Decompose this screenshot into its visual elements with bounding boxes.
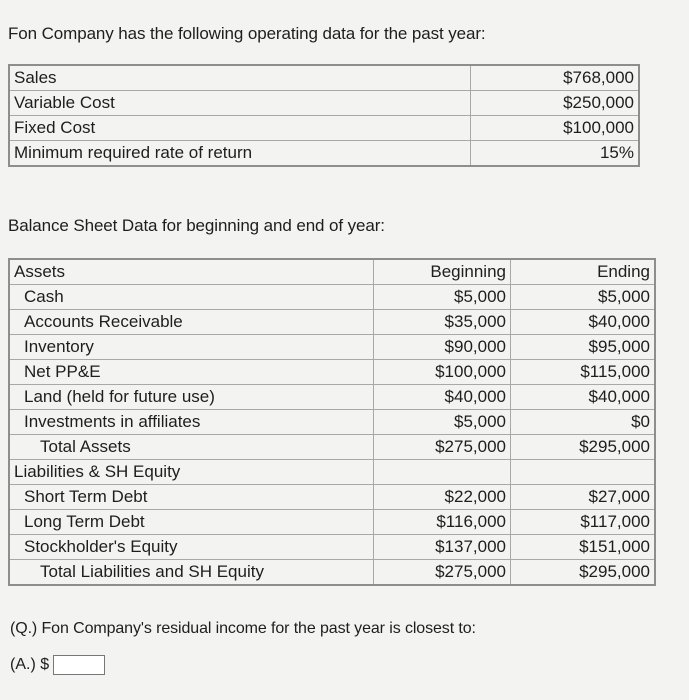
balance-row (9, 410, 655, 435)
asset-beginning: $40,000 (374, 385, 511, 410)
empty-cell (511, 460, 656, 485)
balance-row (9, 560, 655, 586)
asset-label: Accounts Receivable (9, 310, 374, 335)
operating-row (9, 91, 639, 116)
operating-label: Sales (9, 65, 471, 91)
liability-beginning: $116,000 (374, 510, 511, 535)
asset-label: Net PP&E (9, 360, 374, 385)
operating-row (9, 116, 639, 141)
operating-value: 15% (471, 141, 640, 167)
liability-beginning: $137,000 (374, 535, 511, 560)
asset-ending: $0 (511, 410, 656, 435)
liability-ending: $27,000 (511, 485, 656, 510)
total-assets-label: Total Assets (9, 435, 374, 460)
asset-ending: $40,000 (511, 385, 656, 410)
total-liabilities-ending: $295,000 (511, 560, 656, 586)
liability-label: Short Term Debt (9, 485, 374, 510)
operating-value: $250,000 (471, 91, 640, 116)
total-liabilities-beginning: $275,000 (374, 560, 511, 586)
liability-ending: $151,000 (511, 535, 656, 560)
balance-row (9, 259, 655, 285)
asset-label: Inventory (9, 335, 374, 360)
question-text: (Q.) Fon Company's residual income for the past year is closest to: (10, 620, 476, 637)
balance-row (9, 510, 655, 535)
answer-row (10, 655, 105, 675)
balance-row (9, 385, 655, 410)
liabilities-header: Liabilities & SH Equity (9, 460, 374, 485)
balance-row (9, 535, 655, 560)
asset-label: Investments in affiliates (9, 410, 374, 435)
operating-row (9, 141, 639, 167)
asset-beginning: $100,000 (374, 360, 511, 385)
asset-label: Cash (9, 285, 374, 310)
asset-beginning: $35,000 (374, 310, 511, 335)
liability-beginning: $22,000 (374, 485, 511, 510)
answer-label: (A.) $ (10, 656, 50, 674)
balance-row (9, 360, 655, 385)
liability-label: Long Term Debt (9, 510, 374, 535)
asset-beginning: $5,000 (374, 410, 511, 435)
assets-header: Assets (9, 259, 374, 285)
total-assets-beginning: $275,000 (374, 435, 511, 460)
operating-label: Variable Cost (9, 91, 471, 116)
asset-ending: $115,000 (511, 360, 656, 385)
balance-row (9, 335, 655, 360)
asset-beginning: $90,000 (374, 335, 511, 360)
operating-data-table (8, 64, 640, 167)
total-assets-ending: $295,000 (511, 435, 656, 460)
asset-ending: $5,000 (511, 285, 656, 310)
total-liabilities-label: Total Liabilities and SH Equity (9, 560, 374, 586)
balance-row (9, 310, 655, 335)
beginning-header: Beginning (374, 259, 511, 285)
asset-ending: $40,000 (511, 310, 656, 335)
intro-text: Fon Company has the following operating data for the past year: (8, 24, 486, 43)
operating-value: $100,000 (471, 116, 640, 141)
liability-ending: $117,000 (511, 510, 656, 535)
balance-row (9, 285, 655, 310)
operating-label: Fixed Cost (9, 116, 471, 141)
asset-ending: $95,000 (511, 335, 656, 360)
balance-row (9, 460, 655, 485)
operating-label: Minimum required rate of return (9, 141, 471, 167)
asset-beginning: $5,000 (374, 285, 511, 310)
liability-label: Stockholder's Equity (9, 535, 374, 560)
balance-sheet-table (8, 258, 656, 586)
balance-sheet-heading: Balance Sheet Data for beginning and end of year: (8, 216, 385, 235)
balance-row (9, 485, 655, 510)
balance-row (9, 435, 655, 460)
asset-label: Land (held for future use) (9, 385, 374, 410)
operating-value: $768,000 (471, 65, 640, 91)
ending-header: Ending (511, 259, 656, 285)
empty-cell (374, 460, 511, 485)
answer-input[interactable] (53, 655, 105, 675)
operating-row (9, 65, 639, 91)
